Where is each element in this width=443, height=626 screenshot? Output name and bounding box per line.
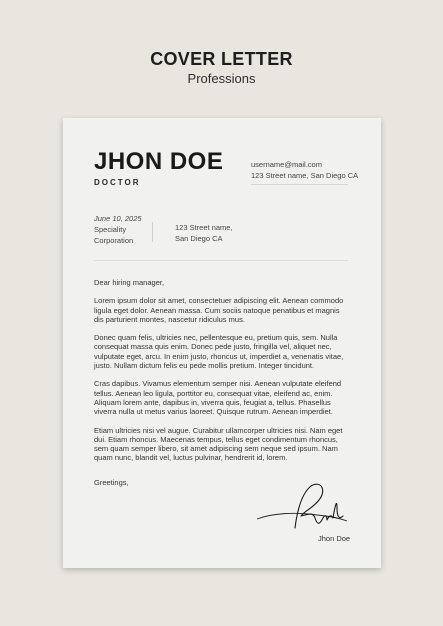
contact-divider bbox=[251, 184, 348, 185]
sender-name: JHON DOE bbox=[94, 148, 224, 175]
recipient-address-line-2: San Diego CA bbox=[175, 234, 223, 243]
sender-role: DOCTOR bbox=[94, 178, 141, 187]
contact-block bbox=[251, 159, 358, 181]
letter-date: June 10, 2025 bbox=[94, 214, 142, 223]
body-paragraph-4: Etiam ultricies nisi vel augue. Curabitur ullamcorper ultricies nisi. Nam eget dui. Etiam rhoncus. Maecenas tempus, tellus eget condimentum rhoncus, sem quam semper libero, sit amet adipiscing sem neque sed ipsum. Nam quam nunc, blandit vel, luctus pulvinar, hendrerit id, lorem. bbox=[94, 425, 343, 463]
contact-address: 123 Street name, San Diego CA bbox=[251, 171, 359, 180]
signer-name: Jhon Doe bbox=[318, 534, 351, 543]
section-divider bbox=[94, 260, 348, 261]
body-paragraph-3: Cras dapibus. Vivamus elementum semper nisi. Aenean vulputate eleifend tellus. Aenean leo ligula, porttitor eu, consequat vitae, eleifend ac, enim. Aliquam lorem ante, dapibus in, viverra quis, feugiat a, tellus. Phasellus viverra nulla ut metus varius laoreet. Quisque rutrum. Aenean imperdiet. bbox=[94, 379, 342, 417]
body-paragraph-1: Lorem ipsum dolor sit amet, consectetuer adipiscing elit. Aenean commodo ligula eget dolor. Aenean massa. Cum sociis natoque penatibus et magnis dis parturient montes, nascetur ridiculus mus. bbox=[94, 296, 344, 324]
page-title: COVER LETTER bbox=[150, 49, 293, 69]
salutation: Dear hiring manager, bbox=[94, 278, 165, 287]
meta-divider bbox=[152, 222, 153, 242]
contact-email: username@mail.com bbox=[251, 160, 322, 169]
signature-icon bbox=[255, 478, 355, 534]
page-subtitle: Professions bbox=[187, 71, 256, 86]
recipient-address-block bbox=[175, 222, 233, 244]
letter-body bbox=[94, 278, 350, 472]
letter-sheet bbox=[63, 118, 381, 568]
body-paragraph-2: Donec quam felis, ultricies nec, pellentesque eu, pretium quis, sem. Nulla consequat massa quis enim. Donec pede justo, fringilla vel, aliquet nec, vulputate eget, arcu. In enim justo, rhoncus ut, imperdiet a, venenatis vitae, justo. Nullam dictum felis eu pede mollis pretium. Integer tincidunt. bbox=[94, 333, 344, 371]
company-line-2: Corporation bbox=[94, 236, 134, 245]
recipient-address-line-1: 123 Street name, bbox=[175, 223, 233, 232]
closing: Greetings, bbox=[94, 478, 129, 487]
company-line-1: Speciality bbox=[94, 225, 127, 234]
date-company-block bbox=[94, 213, 142, 246]
